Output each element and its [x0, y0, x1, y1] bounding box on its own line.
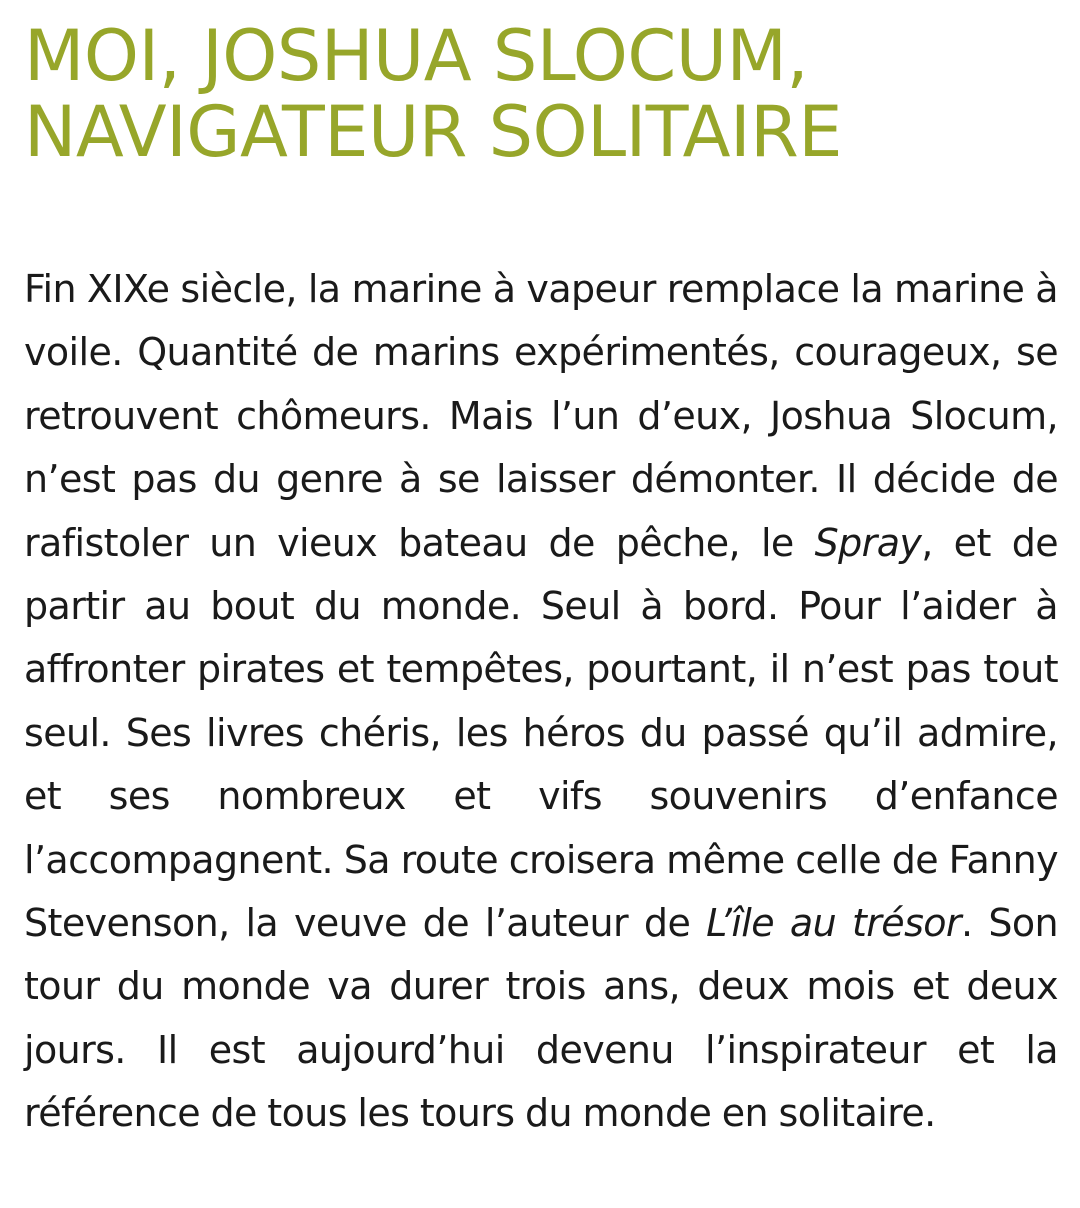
boat-name: Spray — [814, 520, 922, 565]
body-text-part-2: , et de partir au bout du monde. Seul à bord. Pour l’aider à affronter pirates et tempêtes, pourtant, il n’est pas tout seul. Ses livres chéris, les héros du passé qu’il admire, et ses nombreux et vifs souvenirs d’enfance l’accompagnent. Sa route croisera même celle de Fanny Stevenson, la veuve de l’auteur de — [24, 520, 1058, 946]
article-title — [24, 15, 1058, 173]
article — [24, 15, 1058, 1146]
body-text-part-1: Fin XIXe siècle, la marine à vapeur remplace la marine à voile. Quantité de marins expérimentés, courageux, se retrouvent chômeurs. Mais l’un d’eux, Joshua Slocum, n’est pas du genre à se laisser démonter. Il décide de rafistoler un vieux bateau de pêche, le — [24, 267, 1058, 565]
body-text-part-3: . Son tour du monde va durer trois ans, deux mois et deux jours. Il est aujourd’hui devenu l’inspirateur et la référence de tous les tours du monde en solitaire. — [24, 901, 1058, 1136]
title-line-2: NAVIGATEUR SOLITAIRE — [24, 91, 843, 173]
book-title: L’île au trésor — [706, 901, 961, 946]
title-line-1: MOI, JOSHUA SLOCUM, — [24, 15, 809, 97]
article-body — [24, 258, 1058, 1146]
